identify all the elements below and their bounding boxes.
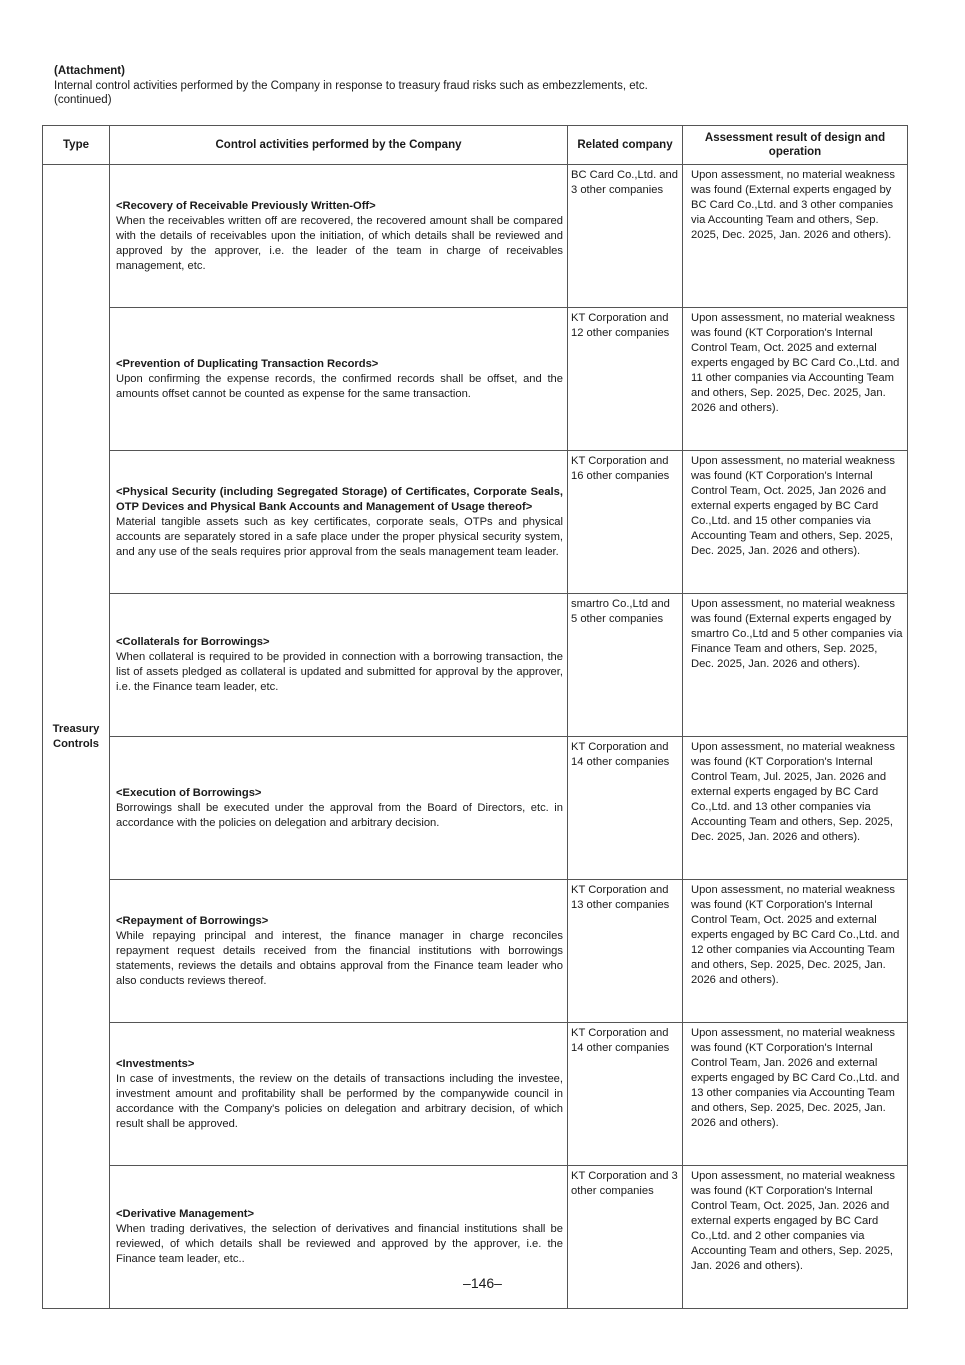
related-company-cell: KT Corporation and 14 other companies — [568, 737, 683, 880]
activity-title: <Repayment of Borrowings> — [116, 914, 269, 927]
assessment-result-cell: Upon assessment, no material weakness was found (KT Corporation's Internal Control Team, Oct. 2025, Jan. 2026 and external experts engaged by BC Card Co.,Ltd. and 2 other companies via Accounting Team and others, Sep. 2025, Jan. 2026 and others). — [683, 1166, 908, 1309]
assessment-result-cell: Upon assessment, no material weakness was found (KT Corporation's Internal Control Team, Jan. 2026 and external experts engaged by BC Card Co.,Ltd. and 13 other companies via Accounting Team and others, Sep. 2025, Dec. 2025, Jan. 2026 and others). — [683, 1023, 908, 1166]
activity-body: While repaying principal and interest, the finance manager in charge reconciles repayment request details received from the financial institutions with borrowings statements, reviews the details and obtains approval from the Finance team leader who also conducts reviews thereof. — [116, 929, 563, 987]
activity-body: Borrowings shall be executed under the approval from the Board of Directors, etc. in accordance with the policies on delegation and arbitrary decision. — [116, 801, 563, 829]
related-company-cell: KT Corporation and 13 other companies — [568, 880, 683, 1023]
activity-cell — [110, 737, 568, 880]
activity-body: Material tangible assets such as key certificates, corporate seals, OTPs and physical accounts are separately stored in a safe place under the proper physical security system, and any use of the seals requires prior approval from the seals management team leader. — [116, 515, 563, 558]
activity-cell — [110, 1023, 568, 1166]
col-header-type: Type — [43, 126, 110, 165]
treasury-controls-table — [42, 125, 908, 1309]
activity-title: <Collaterals for Borrowings> — [116, 636, 270, 648]
activity-title: <Execution of Borrowings> — [116, 786, 262, 799]
activity-body: In case of investments, the review on the details of transactions including the investee, investment amount and profitability shall be performed by the companywide council in accordance with the Company's policies on delegation and arbitrary decision, of which result shall be approved. — [116, 1072, 563, 1130]
table-row — [43, 880, 908, 1023]
activity-title: <Prevention of Duplicating Transaction Records> — [116, 357, 379, 370]
related-company-cell: KT Corporation and 3 other companies — [568, 1166, 683, 1309]
col-header-related-company: Related company — [568, 126, 683, 165]
continued-label: (continued) — [54, 94, 112, 106]
page-number: –146– — [463, 1275, 502, 1291]
activity-title: <Physical Security (including Segregated Storage) of Certificates, Corporate Seals, OTP Devices and Physical Bank Accounts and Management of Usage thereof> — [116, 485, 563, 513]
attachment-label: (Attachment) — [54, 65, 125, 77]
assessment-result-cell: Upon assessment, no material weakness was found (KT Corporation's Internal Control Team, Oct. 2025 and external experts engaged by BC Card Co.,Ltd. and 12 other companies via Accounting Team and others, Sep. 2025, Dec. 2025, Jan. 2026 and others). — [683, 880, 908, 1023]
table-row — [43, 451, 908, 594]
activity-cell — [110, 308, 568, 451]
related-company-cell: KT Corporation and 12 other companies — [568, 308, 683, 451]
activity-title: <Derivative Management> — [116, 1208, 255, 1220]
type-cell: Treasury Controls — [43, 165, 110, 1309]
related-company-cell: smartro Co.,Ltd and 5 other companies — [568, 594, 683, 737]
col-header-assessment-result: Assessment result of design and operation — [683, 126, 908, 165]
activity-cell — [110, 880, 568, 1023]
activity-title: <Recovery of Receivable Previously Written-Off> — [116, 199, 376, 212]
activity-cell — [110, 451, 568, 594]
assessment-result-cell: Upon assessment, no material weakness was found (KT Corporation's Internal Control Team, Oct. 2025 and external experts engaged by BC Card Co.,Ltd. and 11 other companies via Accounting Team and others, Sep. 2025, Dec. 2025, Jan. 2026 and others). — [683, 308, 908, 451]
activity-title: <Investments> — [116, 1057, 195, 1070]
activity-cell — [110, 594, 568, 737]
table-row — [43, 165, 908, 308]
attachment-header — [54, 64, 904, 108]
table-row — [43, 594, 908, 737]
col-header-control-activities: Control activities performed by the Company — [110, 126, 568, 165]
related-company-cell: BC Card Co.,Ltd. and 3 other companies — [568, 165, 683, 308]
assessment-result-cell: Upon assessment, no material weakness was found (KT Corporation's Internal Control Team, Oct. 2025, Jan 2026 and external experts engaged by BC Card Co.,Ltd. and 15 other companies via Accounting Team and others, Sep. 2025, Dec. 2025, Jan. 2026 and others). — [683, 451, 908, 594]
assessment-result-cell: Upon assessment, no material weakness was found (KT Corporation's Internal Control Team, Jul. 2025, Jan. 2026 and external experts engaged by BC Card Co.,Ltd. and 13 other companies via Accounting Team and others, Sep. 2025, Dec. 2025, Jan. 2026 and others). — [683, 737, 908, 880]
table-header-row — [43, 126, 908, 165]
assessment-result-cell: Upon assessment, no material weakness was found (External experts engaged by smartro Co.,Ltd and 5 other companies via Finance Team and others, Sep. 2025, Dec. 2025, Jan. 2026 and others). — [683, 594, 908, 737]
activity-body: Upon confirming the expense records, the confirmed records shall be offset, and the amounts offset cannot be counted as expense for the same transaction. — [116, 372, 563, 400]
table-row — [43, 737, 908, 880]
related-company-cell: KT Corporation and 14 other companies — [568, 1023, 683, 1166]
table-row — [43, 1023, 908, 1166]
table-row — [43, 308, 908, 451]
assessment-result-cell: Upon assessment, no material weakness was found (External experts engaged by BC Card Co.,Ltd. and 3 other companies via Accounting Team and others, Sep. 2025, Dec. 2025, Jan. 2026 and others). — [683, 165, 908, 308]
activity-body: When trading derivatives, the selection of derivatives and financial institutions shall be reviewed, of which details shall be reviewed and approved by the approver, i.e. the Finance team leader, etc.. — [116, 1223, 563, 1265]
attachment-description: Internal control activities performed by the Company in response to treasury fraud risks such as embezzlements, etc. — [54, 79, 648, 92]
activity-body: When collateral is required to be provided in connection with a borrowing transaction, the list of assets pledged as collateral is updated and submitted for approval by the approver, i.e. the Finance team leader, etc. — [116, 651, 563, 693]
activity-body: When the receivables written off are recovered, the recovered amount shall be compared with the details of receivables upon the initiation, of which details shall be reviewed and approved by the approver, i.e. the leader of the team in charge of receivables management, etc. — [116, 214, 563, 272]
activity-cell — [110, 165, 568, 308]
related-company-cell: KT Corporation and 16 other companies — [568, 451, 683, 594]
